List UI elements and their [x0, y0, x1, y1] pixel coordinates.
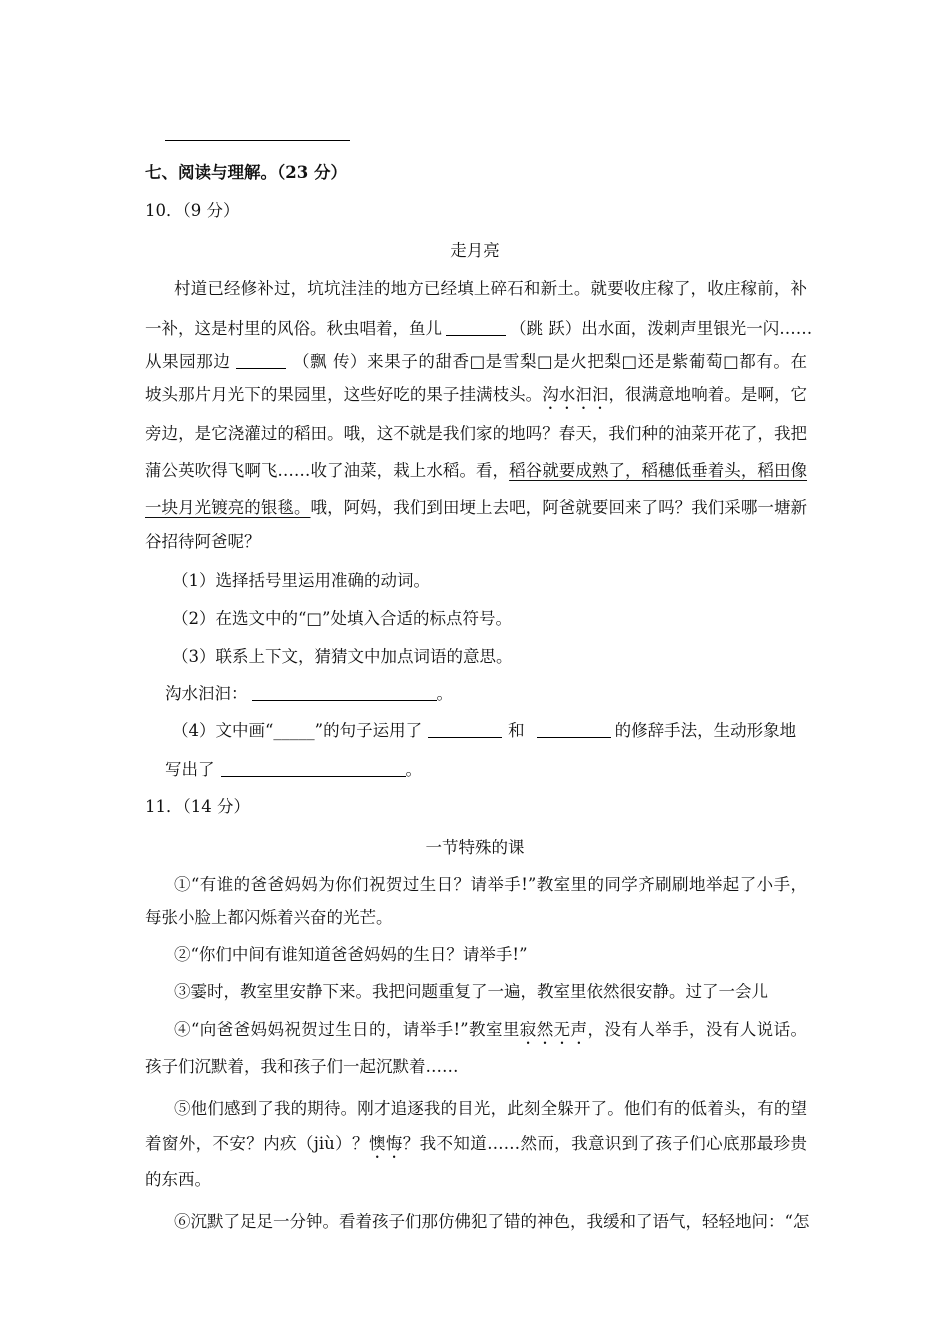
paragraph-1-line: 每张小脸上都闪烁着兴奋的光芒。 [145, 908, 393, 927]
answer-blank[interactable] [221, 760, 406, 777]
answer-blank[interactable] [252, 684, 437, 701]
paragraph-5-line: 的东西。 [145, 1170, 211, 1189]
paragraph-4-line: 孩子们沉默着，我和孩子们一起沉默着…… [145, 1057, 459, 1076]
paragraph-2: ②“你们中间有谁知道爸爸妈妈的生日？请举手!” [174, 945, 528, 964]
paragraph-4-line: ④“向爸爸妈妈祝贺过生日的，请举手!”教室里寂然无声，没有人举手，没有人说话。 [174, 1020, 808, 1039]
passage-line: 村道已经修补过，坑坑洼洼的地方已经填上碎石和新土。就要收庄稼了，收庄稼前，补 [174, 279, 807, 298]
passage-line: 一补，这是村里的风俗。秋虫唱着，鱼儿 （跳 跃）出水面，泼刺声里银光一闪…… [145, 319, 813, 338]
answer-line [165, 140, 350, 141]
sub-question-4: （4）文中画“_____”的句子运用了 和 的修辞手法，生动形象地 [172, 721, 797, 740]
sub-question-4-cont: 写出了 。 [165, 760, 422, 779]
answer-blank-rhetoric-2[interactable] [537, 721, 611, 738]
paragraph-5-line: 着窗外，不安？内疚（jiù）？懊悔？我不知道……然而，我意识到了孩子们心底那最珍贵 [145, 1134, 808, 1153]
underlined-sentence: 稻谷就要成熟了，稻穗低垂着头，稻田像 [509, 461, 808, 480]
question-10-number: 10．（9 分） [145, 201, 240, 220]
paragraph-5-line: ⑤他们感到了我的期待。刚才追逐我的目光，此刻全躲开了。他们有的低着头，有的望 [174, 1099, 807, 1118]
passage-line: 谷招待阿爸呢？ [145, 532, 261, 551]
passage-line: 坡头那片月光下的果园里，这些好吃的果子挂满枝头。沟水汩汩，很满意地响着。是啊，它 [145, 385, 808, 404]
dotted-word: 沟水汩汩 [542, 385, 609, 404]
dotted-word: 寂然无声 [519, 1020, 588, 1039]
underlined-sentence: 一块月光镀亮的银毯。 [145, 498, 311, 517]
passage-line: 从果园那边 （飘 传）来果子的甜香□是雪梨□是火把梨□还是紫葡萄□都有。在 [145, 352, 807, 371]
passage-title-special-class: 一节特殊的课 [425, 838, 525, 857]
dotted-word: 懊悔 [368, 1134, 403, 1153]
sub-question-3-answer: 沟水汩汩： 。 [165, 684, 453, 703]
sub-question-2: （2）在选文中的“□”处填入合适的标点符号。 [172, 609, 512, 628]
passage-line: 一块月光镀亮的银毯。哦，阿妈，我们到田埂上去吧，阿爸就要回来了吗？我们采哪一塘新 [145, 498, 808, 517]
sub-question-1: （1）选择括号里运用准确的动词。 [172, 571, 430, 590]
passage-line: 旁边，是它浇灌过的稻田。哦，这不就是我们家的地吗？春天，我们种的油菜开花了，我把 [145, 424, 807, 443]
paragraph-1-line: ①“有谁的爸爸妈妈为你们祝贺过生日？请举手!”教室里的同学齐刷刷地举起了小手， [174, 875, 807, 894]
section-heading: 七、阅读与理解。（23 分） [145, 163, 347, 182]
blank-verb-1[interactable] [446, 319, 506, 336]
paragraph-6-line: ⑥沉默了足足一分钟。看着孩子们那仿佛犯了错的神色，我缓和了语气，轻轻地问：“怎 [174, 1212, 810, 1231]
question-11-number: 11．（14 分） [145, 797, 250, 816]
paragraph-3: ③霎时，教室里安静下来。我把问题重复了一遍，教室里依然很安静。过了一会儿 [174, 982, 768, 1001]
sub-question-3: （3）联系上下文，猜猜文中加点词语的意思。 [172, 647, 513, 666]
passage-title-zouyueliang: 走月亮 [450, 241, 500, 260]
blank-verb-2[interactable] [236, 352, 286, 369]
answer-blank-rhetoric-1[interactable] [428, 721, 502, 738]
passage-line: 蒲公英吹得飞啊飞……收了油菜，栽上水稻。看，稻谷就要成熟了，稻穗低垂着头，稻田像 [145, 461, 808, 480]
